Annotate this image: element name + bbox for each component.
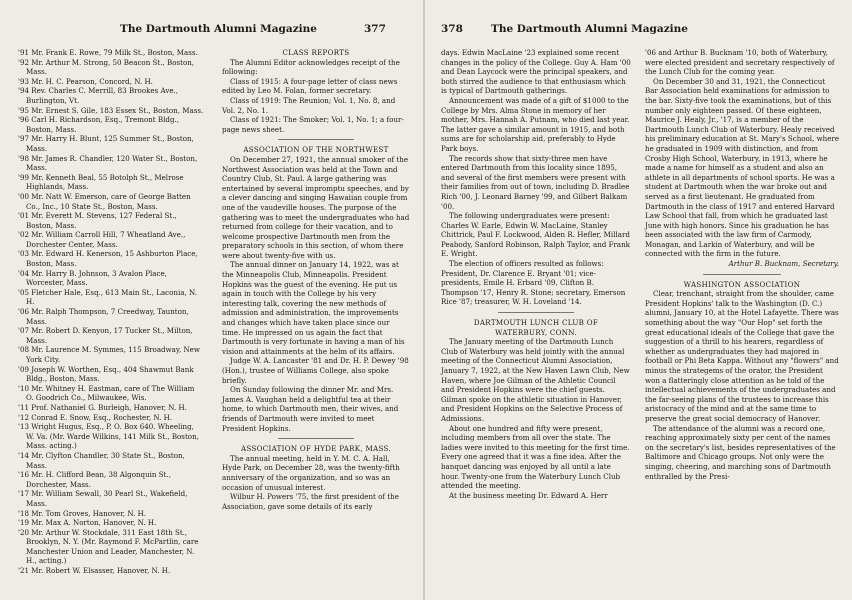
right-page [425, 0, 852, 600]
directory-entry: '92 Mr. Arthur M. Strong, 50 Beacon St., Boston, Mass. [18, 57, 195, 77]
directory-entry: '05 Fletcher Hale, Esq., 613 Main St., Laconia, N. H. [18, 287, 197, 307]
class-reports-heading: CLASS REPORTS [282, 48, 350, 57]
right-header-title: The Dartmouth Alumni Magazine [491, 23, 688, 35]
directory-entry: '07 Mr. Robert D. Kenyon, 17 Tucker St., Milton, Mass. [18, 326, 193, 345]
paragraph: Class of 1919: The Reunion; Vol. 1, No. 8, and Vol. 2, No. 1. [222, 95, 396, 115]
directory-entry: '91 Mr. Frank E. Rowe, 79 Milk St., Boston, Mass. [18, 48, 198, 57]
directory-entry: '06 Mr. Ralph Thompson, 7 Creedway, Taunton, Mass. [18, 307, 189, 326]
directory-entry: '16 Mr. H. Clifford Bean, 38 Algonquin St., Dorchester, Mass. [18, 470, 171, 489]
directory-entry: '01 Mr. Everett M. Stevens, 127 Federal St., Boston, Mass. [18, 211, 177, 230]
directory-entry: '95 Mr. Ernest S. Gile, 183 Essex St., Boston, Mass. [18, 105, 204, 115]
directory-entry: '96 Carl H. Richardson, Esq., Tremont Bldg., Boston, Mass. [18, 115, 179, 134]
directory-entry: '21 Mr. Robert W. Elsasser, Hanover, N. H. [18, 566, 171, 576]
paragraph: Clear, trenchant, straight from the shoulder, came President Hopkins' talk to the Washington (D. C.) alumni, January 10, at the Hotel Lafayette. There was something about the way "Our Hop" set forth the great educational ideals of the College that gave the suggestion of a thrill to his hearers, regardless of whether as undergraduates they had majored in football or Phi Beta Kappa. Without any "flowers" and minus the strategems of the orator, the President won a flatteringly close attention as he told of the intellectual achievements of the undergraduates and the far-seeing plans of the trustees to increase this aristocracy of the mind and at the same time to preserve the great social democracy of Hanover. [645, 289, 839, 423]
directory-entry: '04 Mr. Harry B. Johnson, 3 Avalon Place, Worcester, Mass. [18, 268, 167, 288]
directory-entry: '03 Mr. Edward H. Kenerson, 15 Ashburton Place, Boston, Mass. [18, 249, 198, 269]
directory-entry: '09 Joseph W. Worthen, Esq., 404 Shawmut Bank Bldg., Boston, Mass. [18, 364, 194, 384]
paragraph: The Alumni Editor acknowledges receipt of the following: [222, 57, 400, 77]
section-divider [703, 274, 781, 275]
right-page-number: 378 [441, 23, 463, 35]
directory-entry: '17 Mr. William Sewall, 30 Pearl St., Wakefield, Mass. [18, 489, 188, 508]
directory-entry: '08 Mr. Laurence M. Symmes, 115 Broadway, New York City. [18, 345, 200, 364]
paragraph: Wilbur H. Powers '75, the first president of the Association, gave some details of its early [222, 492, 399, 511]
directory-entry: '19 Mr. Max A. Norton, Hanover, N. H. [18, 518, 157, 528]
paragraph: On December 27, 1921, the annual smoker of the Northwest Association was held at the Town and Country Club, St. Paul. A large gathering was entertained by several impromptu speeches, and by a clever dancing and singing Hawaiian couple from one of the vaudeville houses. The purpose of the gathering was to meet the undergraduates who had returned from college for their vacation, and to welcome prospective Dartmouth men from the preparatory schools in this section, of whom there were about twenty-five with us. [222, 154, 410, 260]
section-divider [278, 438, 353, 439]
section-divider [278, 139, 353, 140]
directory-entry: '12 Conrad E. Snow, Esq., Rochester, N. H. [18, 412, 173, 422]
left-page [0, 0, 424, 600]
paragraph: Class of 1915: A four-page letter of class news edited by Leo M. Folan, former secretary. [222, 76, 398, 96]
directory-entry: '00 Mr. Natt W. Emerson, care of George Batten Co., Inc., 10 State St., Boston, Mass. [18, 191, 191, 211]
directory-entry: '99 Mr. Kenneth Beal, 55 Botolph St., Melrose Highlands, Mass. [18, 172, 184, 192]
right-left-column [441, 48, 631, 500]
paragraph: The election of officers resulted as follows: President, Dr. Clarence E. Bryant '01; vice-presidents, Emile H. Erbard '09, Clifton B. Thompson '17, Henry R. Stone; secretary, Emerson Rice '87; treasurer, W. H. Loveland '14. [441, 259, 626, 307]
paragraph: The January meeting of the Dartmouth Lunch Club of Waterbury was held jointly with the annual meeting of the Connecticut Alumni Association, January 7, 1922, at the New Haven Lawn Club, New Haven, where Joe Gilman of the Athletic Council and President Hopkins were the chief guests. Gilman spoke on the athletic situation in Hanover, and President Hopkins on the Selective Process of Admissions. [441, 337, 630, 423]
secretary-signoff: Arthur B. Bucknam, Secretary. [728, 259, 839, 269]
paragraph: '06 and Arthur B. Bucknam '10, both of Waterbury, were elected president and secretary respectively of the Lunch Club for the coming year. [645, 48, 835, 77]
paragraph: The following undergraduates were present: Charles W. Earle, Edwin W. MacLaine, Stanley Chittrick, Paul F. Lockwood, Alden R. Hefler, Millard Peabody, Sanford Robinson, Ralph Taylor, and Frank E. Wright. [441, 211, 630, 259]
paragraph: On Sunday following the dinner Mr. and Mrs. James A. Vaughan held a delightful tea at their home, to which Dartmouth men, their wives, and friends of Dartmouth were invited to meet President Hopkins. [222, 385, 399, 433]
hyde-park-heading: ASSOCIATION OF HYDE PARK, MASS. [241, 444, 391, 454]
directory-entry: '20 Mr. Arthur W. Stockdale, 311 East 18th St., Brooklyn, N. Y. (Mr. Raymond F. McPartlin, care Manchester Union and Leader, Manchester, N. H., acting.) [18, 527, 199, 566]
directory-entry: '13 Wright Hugus, Esq., P. O. Box 640. Wheeling, W. Va. (Mr. Warde Wilkins, 141 Milk St., Boston, Mass. acting.) [18, 422, 199, 451]
paragraph: The annual meeting, held in Y. M. C. A. Hall, Hyde Park, on December 28, was the twenty-fifth anniversary of the organization, and so was an occasion of unusual interest. [222, 453, 400, 492]
paragraph: The records show that sixty-three men have entered Dartmouth from this locality since 1895, and several of the first members were present with their families from out of town, including D. Bradlee Rich '00, J. Leonard Barney '99, and Gilbert Balkam '00. [441, 153, 630, 211]
directory-entry: '97 Mr. Harry H. Blunt, 125 Summer St., Boston, Mass. [18, 134, 194, 153]
directory-entry: '18 Mr. Tom Groves, Hanover, N. H. [18, 508, 147, 518]
waterbury-heading-line1: DARTMOUTH LUNCH CLUB OF [473, 318, 599, 328]
northwest-heading: ASSOCIATION OF THE NORTHWEST [243, 145, 389, 155]
paragraph: At the business meeting Dr. Edward A. Herr [449, 490, 608, 500]
class-secretaries-directory [18, 48, 204, 576]
left-header-title: The Dartmouth Alumni Magazine [120, 23, 317, 35]
section-divider [498, 312, 574, 313]
waterbury-heading-line2: WATERBURY, CONN. [495, 327, 577, 337]
directory-entry: '02 Mr. William Carroll Hill, 7 Wheatland Ave., Dorchester Center, Mass. [18, 230, 186, 249]
directory-entry: '93 Mr. H. C. Pearson, Concord, N. H. [18, 76, 153, 86]
directory-entry: '14 Mr. Clyfton Chandler, 30 State St., Boston, Mass. [18, 450, 185, 470]
paragraph: About one hundred and fifty were present, including members from all over the state. The ladies were invited to this meeting for the first time. Every one agreed that it was a fine idea. After the banquet dancing was enjoyed by all until a late hour. Twenty-one from the Waterbury Lunch Club attended the meeting. [441, 423, 630, 491]
directory-entry: '10 Mr. Whitney H. Eastman, care of The William O. Goodrich Co., Milwaukee, Wis. [18, 383, 195, 403]
left-right-column [222, 48, 410, 511]
paragraph: Announcement was made of a gift of $1000 to the College by Mrs. Alma Stone in memory of her mother, Mrs. Hannah A. Putnam, who died last year. The latter gave a similar amount in 1915, and both sums are for scholarship aid, preferably to Hyde Park boys. [441, 95, 630, 153]
paragraph: The attendance of the alumni was a record one, reaching approximately sixty per cent of the names on the secretary's list, besides representatives of the Baltimore and Chicago groups. Not only were the singing, cheering, and marching sons of Dartmouth enthralled by the Presi- [645, 423, 836, 481]
left-page-number: 377 [364, 23, 386, 35]
washington-heading: WASHINGTON ASSOCIATION [683, 279, 801, 289]
directory-entry: '94 Rev. Charles C. Merrill, 83 Brookes Ave., Burlington, Vt. [18, 86, 179, 105]
paragraph: Judge W. A. Lancaster '81 and Dr. H. P. Dewey '98 (Hon.), trustee of Williams College, also spoke briefly. [222, 356, 409, 385]
paragraph: Class of 1921: The Smoker; Vol. 1, No. 1; a four-page news sheet. [222, 115, 404, 134]
paragraph: days. Edwin MacLaine '23 explained some recent changes in the policy of the College. Guy A. Ham '00 and Dean Laycock were the principal speakers, and both stirred the audience to that enthusiasm which is typical of Dartmouth gatherings. [441, 48, 631, 96]
paragraph: On December 30 and 31, 1921, the Connecticut Bar Association held examinations for admission to the bar. Sixty-five took the examinations, but of this number only eighteen passed. Of these eighteen, Maurice J. Healy, Jr., '17, is a member of the Dartmouth Lunch Club of Waterbury. Healy received his preliminary education at St. Mary's School, where he graduated in 1909 with distinction, and from Crosby High School, Waterbury, in 1913, where he made a name for himself as a student and also an athlete in all departments of school sports. He was a student at Dartmouth when the war broke out and served as a first lieutenant. He graduated from Dartmouth in the class of 1917 and entered Harvard Law School that fall, from which he graduated last June with high honors. Since his graduation he has been associated with the law firm of Carmody, Monagan, and Larkin of Waterbury, and will be connected with the firm in the future. [645, 76, 840, 259]
right-right-column [645, 48, 839, 481]
directory-entry: '98 Mr. James R. Chandler, 120 Water St., Boston, Mass. [18, 153, 198, 173]
directory-entry: '11 Prof. Nathaniel G. Burleigh, Hanover, N. H. [18, 402, 187, 412]
paragraph: The annual dinner on January 14, 1922, was at the Minneapolis Club, Minneapolis. President Hopkins was the guest of the evening. He put us again in touch with the College by his very interesting talk, covering the new methods of admission and administration, the improvements and changes which have taken place since our time. He impressed on us again the fact that Dartmouth is very fortunate in having a man of his vision and attainments at the helm of its affairs. [222, 260, 405, 356]
